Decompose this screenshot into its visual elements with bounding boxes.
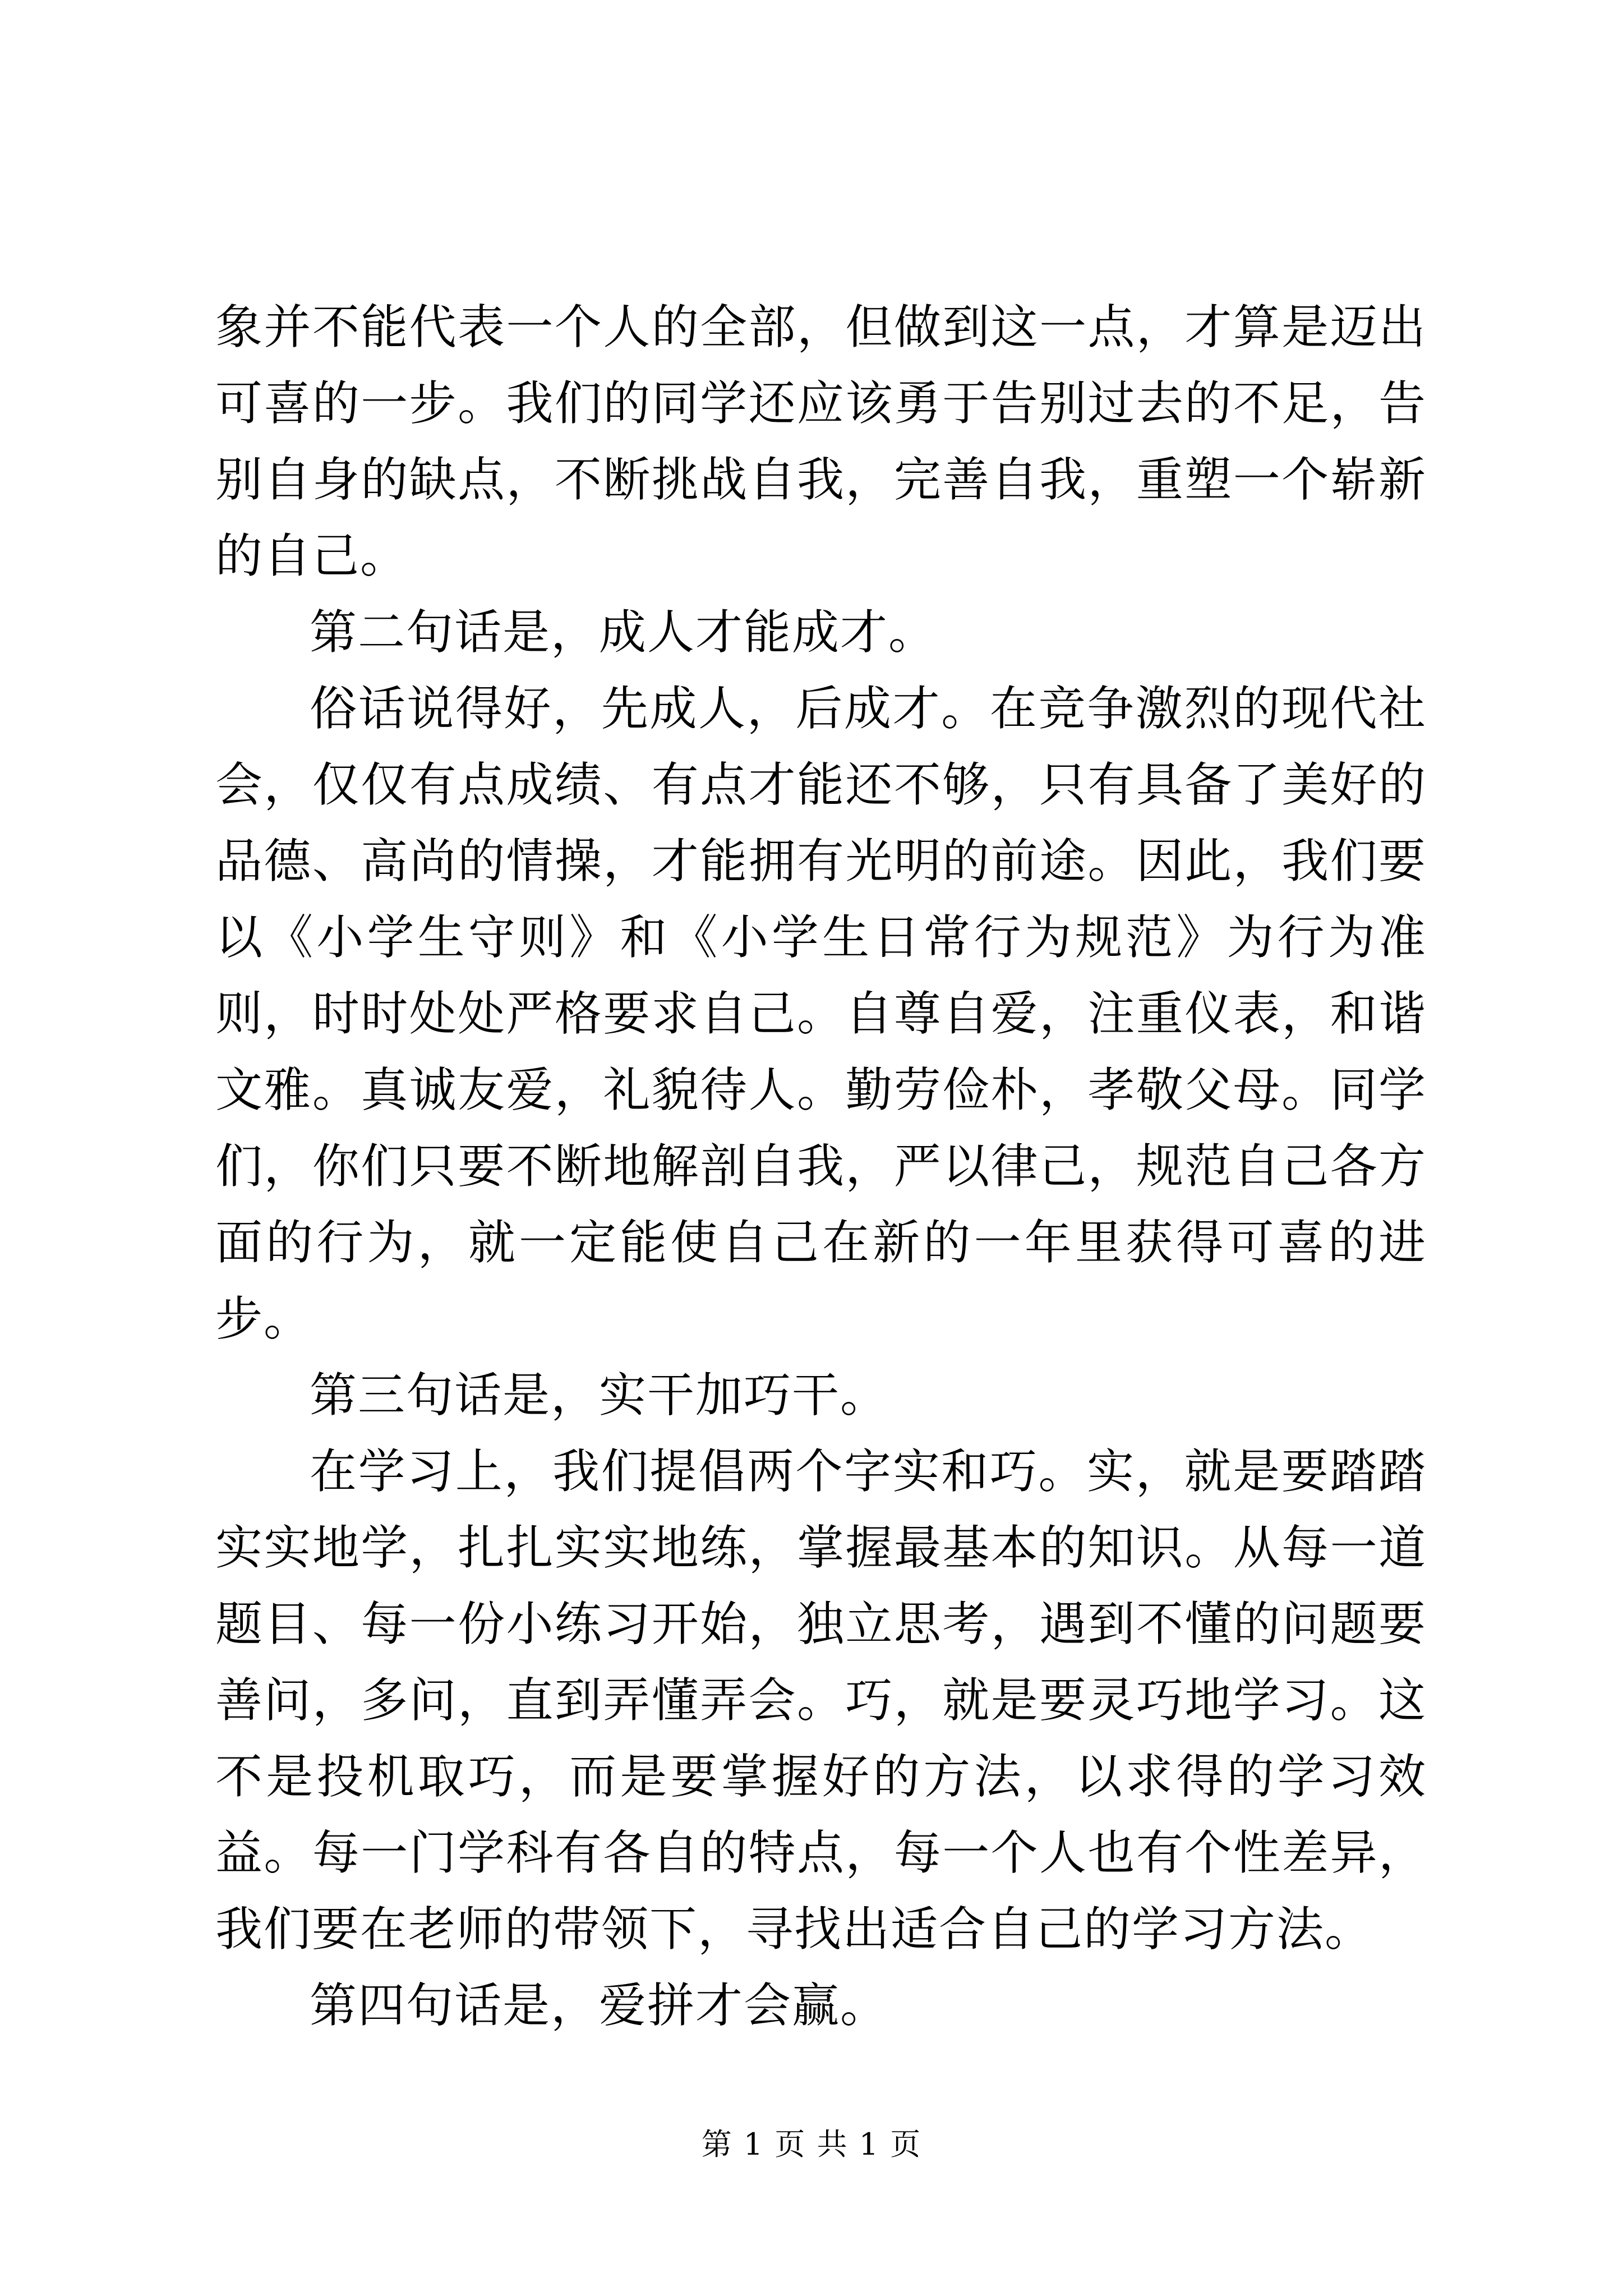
paragraph-2: 第二句话是，成人才能成才。 — [310, 605, 937, 660]
document-body — [215, 289, 1427, 2044]
paragraph-1: 象并不能代表一个人的全部，但做到这一点，才算是迈出可喜的一步。我们的同学还应该勇于告别过去的不足，告别自身的缺点，不断挑战自我，完善自我，重塑一个崭新的自己。 — [215, 300, 1427, 583]
page-footer — [0, 2125, 1623, 2164]
page-number-label: 第 1 页 共 1 页 — [701, 2127, 922, 2162]
paragraph-3: 俗话说得好，先成人，后成才。在竞争激烈的现代社会，仅仅有点成绩、有点才能还不够，只有具备了美好的品德、高尚的情操，才能拥有光明的前途。因此，我们要以《小学生守则》和《小学生日常行为规范》为行为准则，时时处处严格要求自己。自尊自爱，注重仪表，和谐文雅。真诚友爱，礼貌待人。勤劳俭朴，孝敬父母。同学们，你们只要不断地解剖自我，严以律己，规范自己各方面的行为，就一定能使自己在新的一年里获得可喜的进步。 — [215, 681, 1427, 1346]
paragraph-5: 在学习上，我们提倡两个字实和巧。实，就是要踏踏实实地学，扎扎实实地练，掌握最基本的知识。从每一道题目、每一份小练习开始，独立思考，遇到不懂的问题要善问，多问，直到弄懂弄会。巧，就是要灵巧地学习。这不是投机取巧，而是要掌握好的方法，以求得的学习效益。每一门学科有各自的特点，每一个人也有个性差异，我们要在老师的带领下，寻找出适合自己的学习方法。 — [215, 1444, 1427, 1957]
paragraph-6: 第四句话是，爱拼才会赢。 — [310, 1978, 889, 2033]
paragraph-4: 第三句话是，实干加巧干。 — [310, 1368, 889, 1423]
